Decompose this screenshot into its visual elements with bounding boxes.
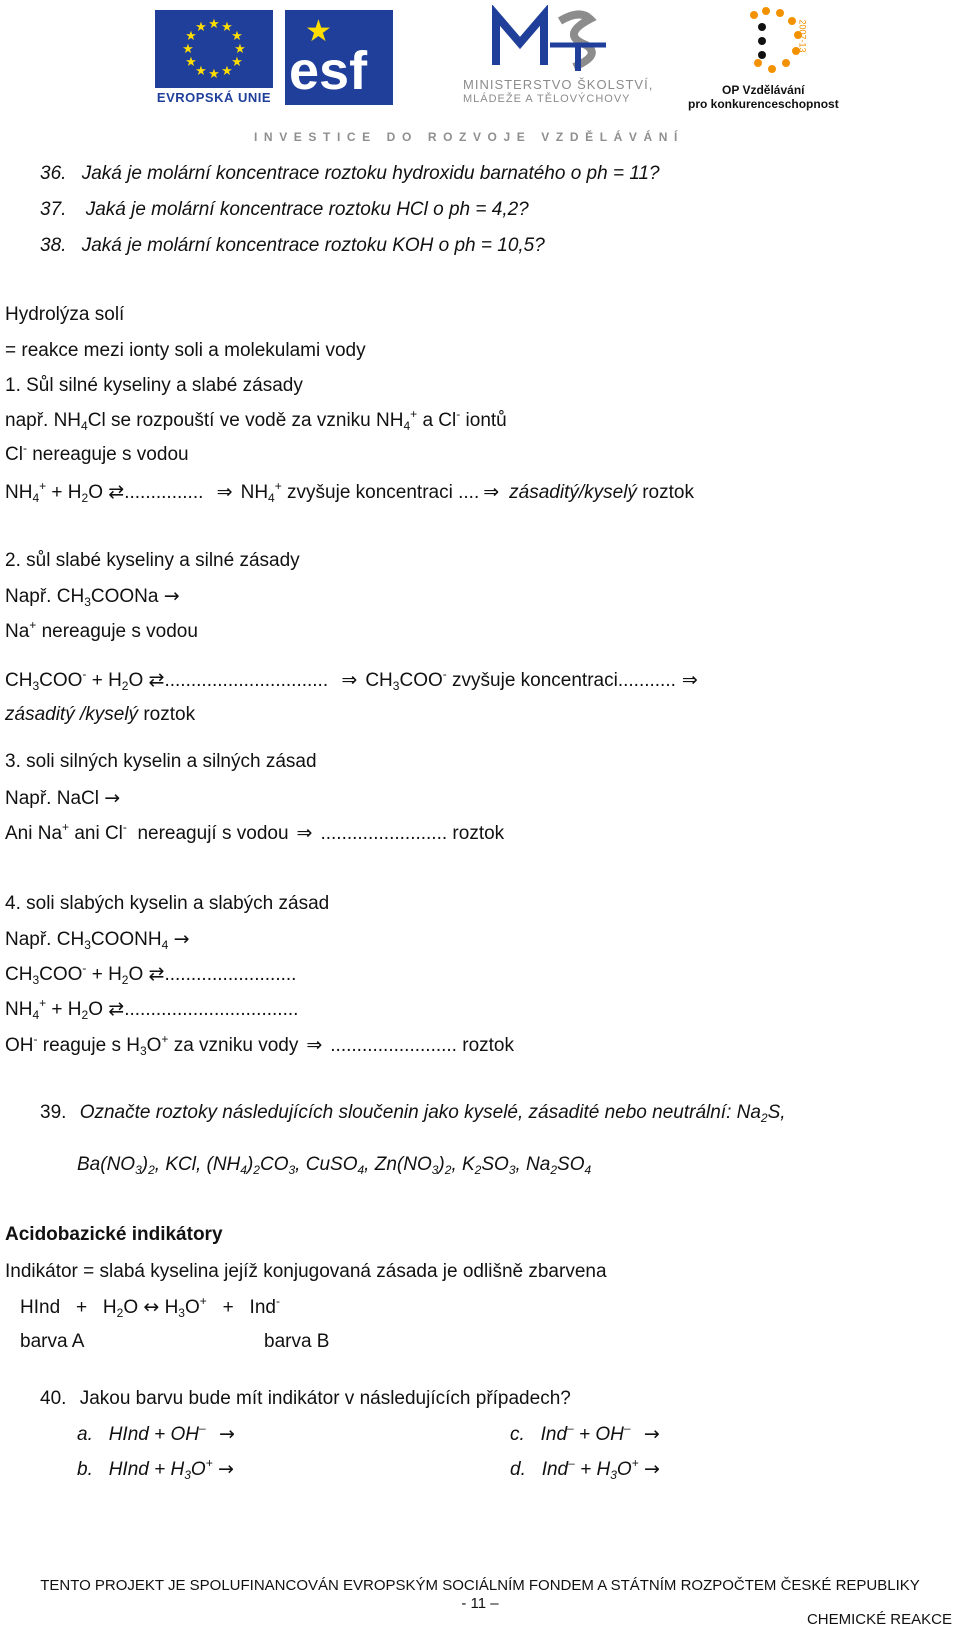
q40-item-d: d. $Ind^- + H_3O^+$ → — [510, 1456, 660, 1482]
reaction-arrow-icon: → — [104, 787, 121, 809]
case3-title: 3. soli silných kyselin a silných zásad — [5, 751, 317, 772]
implies-arrow-icon: ⇒ — [681, 669, 698, 691]
svg-text:★: ★ — [231, 29, 243, 44]
implies-arrow-icon: ⇒ — [341, 669, 358, 691]
msmt-logo — [455, 5, 665, 105]
color-b-label: barva B — [264, 1331, 330, 1352]
question-39-compounds: $Ba(NO_3)_2$, KCl, $(NH_4)_2CO_3$, CuSO$_4$, $Zn(NO_3)_2$, $K_2SO_3$, $Na_2SO_4$ — [77, 1154, 592, 1177]
question-text: Jaká je molární koncentrace roztoku hydroxidu barnatého o ph = 11? — [81, 163, 660, 184]
svg-text:★: ★ — [221, 20, 233, 35]
question-40 — [40, 1388, 571, 1410]
implies-arrow-icon: ⇒ — [306, 1034, 323, 1056]
case4-example: Např. $CH_3COONH_4$ → — [5, 928, 190, 952]
question-number: 38. — [40, 235, 67, 256]
implies-arrow-icon: ⇒ — [483, 481, 500, 503]
case1-line-a: např. $NH_4Cl$ se rozpouští ve vodě za vzniku $NH_4^+$ a Cl- iontů — [5, 407, 507, 433]
case1-line-b: Cl- nereaguje s vodou — [5, 441, 189, 465]
section-heading-hydrolysis: Hydrolýza solí — [5, 304, 125, 325]
indicators-definition: Indikátor = slabá kyselina jejíž konjugovaná zásada je odlišně zbarvena — [5, 1261, 607, 1282]
question-text: Jaká je molární koncentrace roztoku HCl o ph = 4,2? — [85, 199, 529, 220]
case3-line: Ani Na+ ani Cl- nereagují s vodou ⇒ ........................ roztok — [5, 820, 505, 844]
case2-title: 2. sůl slabé kyseliny a silné zásady — [5, 550, 300, 571]
question-text: Označte roztoky následujících sloučenin jako kyselé, zásadité nebo neutrální: $Na_2S$, — [79, 1102, 786, 1125]
equilibrium-arrow-icon: ⇄ — [148, 963, 165, 985]
implies-arrow-icon: ⇒ — [216, 481, 233, 503]
msmt-mark-icon — [490, 5, 610, 73]
case2-example: Např. $CH_3COONa$ → — [5, 585, 180, 609]
reaction-arrow-icon: → — [218, 1423, 235, 1445]
esf-logo-text: esf — [289, 41, 368, 101]
svg-text:★: ★ — [231, 55, 243, 70]
footer-section: CHEMICKÉ REAKCE — [806, 1611, 952, 1628]
footer-funding: TENTO PROJEKT JE SPOLUFINANCOVÁN EVROPSKÝM SOCIÁLNÍM FONDEM A STÁTNÍM ROZPOČTEM ČESKÉ REPUBLIKY — [40, 1577, 920, 1594]
svg-text:★: ★ — [208, 17, 220, 32]
op-logo — [688, 5, 850, 111]
op-year: 2007-13 — [797, 19, 808, 53]
question-number: 40. — [40, 1388, 67, 1409]
question-text: Jakou barvu bude mít indikátor v následujících případech? — [79, 1388, 571, 1409]
svg-text:★: ★ — [234, 42, 246, 57]
eu-flag-icon — [155, 10, 273, 88]
svg-text:★: ★ — [182, 42, 194, 57]
footer-page-number: - 11 – — [461, 1595, 499, 1612]
case4-equation-1: $CH_3COO^- + H_2O$ ⇄......................... — [5, 961, 297, 987]
implies-arrow-icon: ⇒ — [296, 822, 313, 844]
section-heading-indicators: Acidobazické indikátory — [5, 1224, 223, 1245]
msmt-line2: MLÁDEŽE A TĚLOVÝCHOVY — [463, 93, 631, 105]
color-a-label: barva A — [20, 1331, 85, 1352]
indicator-equation: HInd + $H_2O$ ↔ $H_3O^+ + Ind^-$ — [20, 1294, 280, 1320]
case4-title: 4. soli slabých kyselin a slabých zásad — [5, 893, 330, 914]
eu-logo-text: EVROPSKÁ UNIE — [156, 90, 272, 105]
equilibrium-arrow-icon: ⇄ — [108, 481, 125, 503]
case2-equation: $CH_3COO^- + H_2O$ ⇄............................... ⇒ $CH_3COO^-$ zvyšuje koncentraci........... ⇒ — [5, 667, 698, 693]
q40-item-a: a. HInd + OH– → — [77, 1421, 235, 1445]
question-38 — [40, 235, 545, 257]
slogan: INVESTICE DO ROZVOJE VZDĚLÁVÁNÍ — [254, 130, 684, 144]
svg-text:★: ★ — [221, 64, 233, 79]
svg-text:★: ★ — [185, 55, 197, 70]
op-line1: OP Vzdělávání — [722, 83, 805, 97]
double-arrow-icon: ↔ — [143, 1296, 160, 1318]
reaction-arrow-icon: → — [163, 585, 180, 607]
esf-star-icon: ★ — [305, 14, 332, 49]
svg-text:★: ★ — [185, 29, 197, 44]
case1-equation: $NH_4^+ + H_2O$ ⇄............... ⇒ $NH_4^+$ zvyšuje koncentraci .... ⇒ zásaditý/kyselý roztok — [5, 479, 694, 505]
question-number: 37. — [40, 199, 67, 220]
svg-text:★: ★ — [195, 64, 207, 79]
equilibrium-arrow-icon: ⇄ — [108, 998, 125, 1020]
hydrolysis-definition: = reakce mezi ionty soli a molekulami vody — [5, 340, 366, 361]
svg-text:★: ★ — [208, 67, 220, 82]
equilibrium-arrow-icon: ⇄ — [148, 669, 165, 691]
question-37 — [40, 199, 529, 221]
reaction-arrow-icon: → — [173, 928, 190, 950]
svg-text:★: ★ — [195, 20, 207, 35]
op-line2: pro konkurenceschopnost — [688, 97, 839, 111]
case4-line-end: OH- reaguje s $H_3O^+$ za vzniku vody ⇒ ........................ roztok — [5, 1032, 514, 1058]
esf-logo — [285, 10, 393, 105]
case4-equation-2: $NH_4^+ + H_2O$ ⇄................................. — [5, 996, 299, 1022]
question-39 — [40, 1102, 786, 1124]
question-36 — [40, 163, 660, 185]
case2-line-na: Na+ nereaguje s vodou — [5, 618, 198, 642]
reaction-arrow-icon: → — [643, 1458, 660, 1480]
case2-result: zásaditý /kyselý roztok — [5, 704, 196, 725]
question-number: 39. — [40, 1102, 67, 1123]
question-number: 36. — [40, 163, 67, 184]
q40-item-c: c. Ind– + OH– → — [510, 1421, 660, 1445]
q40-item-b: b. HInd + $H_3O^+$ → — [77, 1456, 234, 1482]
reaction-arrow-icon: → — [217, 1458, 234, 1480]
question-text: Jaká je molární koncentrace roztoku KOH o ph = 10,5? — [81, 235, 545, 256]
msmt-line1: MINISTERSTVO ŠKOLSTVÍ, — [463, 77, 654, 92]
reaction-arrow-icon: → — [643, 1423, 660, 1445]
case1-title: 1. Sůl silné kyseliny a slabé zásady — [5, 375, 303, 396]
eu-logo — [155, 10, 273, 105]
case3-example: Např. NaCl → — [5, 787, 121, 809]
